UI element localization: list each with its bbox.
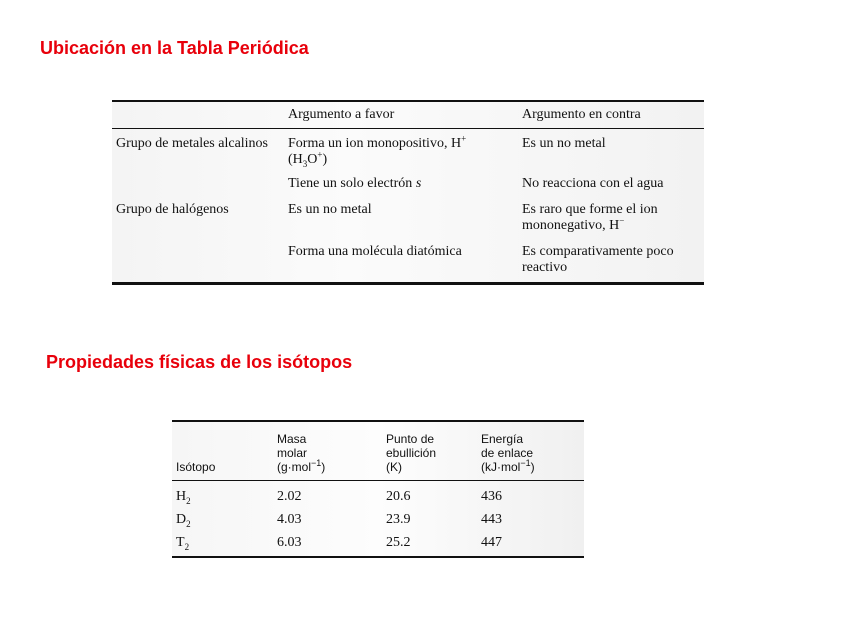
isotope-cell: $D_2$ xyxy=(176,511,191,529)
arguments-table xyxy=(112,100,704,285)
group-cell xyxy=(112,244,288,276)
header-boiling: Punto de ebullición (K) xyxy=(386,432,437,474)
table-row xyxy=(172,508,584,531)
section-title-periodic-table: Ubicación en la Tabla Periódica xyxy=(40,38,309,58)
isotopes-table xyxy=(172,420,584,558)
mass-cell: 4.03 xyxy=(277,511,302,527)
contra-cell: No reacciona con el agua xyxy=(522,176,664,191)
group-cell xyxy=(112,176,288,192)
table-row xyxy=(172,485,584,508)
table-row xyxy=(112,168,704,192)
header-favor: Argumento a favor xyxy=(288,107,395,122)
table-row xyxy=(112,234,704,282)
mass-cell: 2.02 xyxy=(277,488,302,504)
favor-cell: Forma un ion monopositivo, H+ $(H_3O^+)$ xyxy=(288,133,467,169)
favor-cell: Forma una molécula diatómica xyxy=(288,244,462,259)
favor-cell: Es un no metal xyxy=(288,202,372,217)
energy-cell: 443 xyxy=(481,511,502,527)
contra-cell: Es raro que forme el ion mononegativo, H− xyxy=(522,202,658,233)
section-title-isotopes: Propiedades físicas de los isótopos xyxy=(46,352,353,372)
header-isotope: Isótopo xyxy=(176,460,216,474)
boiling-cell: 25.2 xyxy=(386,534,411,550)
header-contra: Argumento en contra xyxy=(522,107,641,122)
arguments-table-header xyxy=(112,102,704,129)
header-energy: Energía de enlace (kJ·mol$^{-1}$) xyxy=(481,432,535,474)
isotopes-table-header xyxy=(172,422,584,481)
header-mass: Masa molar (g·mol$^{-1}$) xyxy=(277,432,326,474)
boiling-cell: 23.9 xyxy=(386,511,411,527)
table-row xyxy=(112,192,704,234)
group-cell: Grupo de metales alcalinos xyxy=(116,136,269,151)
energy-cell: 436 xyxy=(481,488,502,504)
isotope-cell: $H_2$ xyxy=(176,488,191,506)
boiling-cell: 20.6 xyxy=(386,488,411,504)
energy-cell: 447 xyxy=(481,534,502,550)
mass-cell: 6.03 xyxy=(277,534,302,550)
table-row xyxy=(172,531,584,554)
contra-cell: Es comparativamente poco reactivo xyxy=(522,244,674,275)
favor-cell: Tiene un solo electrón s xyxy=(288,176,422,191)
table-row xyxy=(112,129,704,168)
group-cell: Grupo de halógenos xyxy=(116,202,229,217)
contra-cell: Es un no metal xyxy=(522,136,606,151)
isotope-cell: $T_2$ xyxy=(176,534,190,552)
